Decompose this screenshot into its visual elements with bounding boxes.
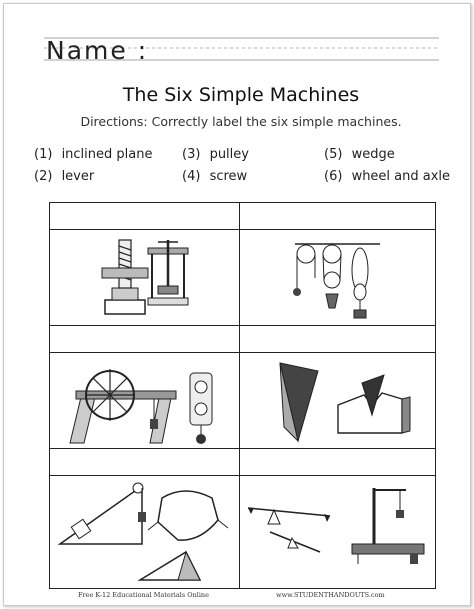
answer-box-4[interactable]: [240, 326, 435, 353]
choice-number: (4): [182, 169, 201, 184]
page-title: The Six Simple Machines: [122, 84, 360, 106]
screw-illustration: [50, 230, 240, 326]
choice-label: pulley: [209, 147, 249, 162]
choice-2: [34, 169, 94, 184]
picture-cell-3: [50, 353, 240, 449]
picture-cell-2: [240, 230, 435, 326]
answer-box-6[interactable]: [240, 449, 435, 476]
name-field[interactable]: [44, 34, 439, 74]
choice-4: [182, 169, 247, 184]
inclined-plane-illustration: [50, 476, 240, 588]
choice-3: [182, 147, 249, 162]
machine-word-bank: [34, 147, 454, 191]
choice-number: (3): [182, 147, 201, 162]
picture-cell-1: [50, 230, 240, 326]
wheel-and-axle-illustration: [50, 353, 240, 449]
pulley-illustration: [240, 230, 435, 326]
answer-box-1[interactable]: [50, 203, 240, 230]
footer-right[interactable]: www.STUDENTHANDOUTS.com: [276, 591, 385, 599]
answer-box-5[interactable]: [50, 449, 240, 476]
choice-number: (5): [324, 147, 343, 162]
footer-left: Free K-12 Educational Materials Online: [78, 591, 209, 599]
labeling-grid: [49, 202, 436, 589]
choice-5: [324, 147, 395, 162]
name-label: Name :: [46, 36, 149, 65]
choice-label: inclined plane: [61, 147, 153, 162]
answer-box-3[interactable]: [50, 326, 240, 353]
directions-text: Directions: Correctly label the six simple machines.: [80, 114, 402, 129]
choice-6: [324, 169, 450, 184]
lever-illustration: [240, 476, 435, 588]
picture-cell-4: [240, 353, 435, 449]
choice-label: screw: [209, 169, 248, 184]
picture-cell-6: [240, 476, 435, 588]
choice-label: wheel and axle: [351, 169, 451, 184]
choice-number: (2): [34, 169, 53, 184]
choice-number: (1): [34, 147, 53, 162]
choice-label: lever: [61, 169, 95, 184]
answer-box-2[interactable]: [240, 203, 435, 230]
choice-number: (6): [324, 169, 343, 184]
choice-1: [34, 147, 152, 162]
picture-cell-5: [50, 476, 240, 588]
choice-label: wedge: [351, 147, 395, 162]
wedge-illustration: [240, 353, 435, 449]
worksheet-page: [3, 3, 471, 606]
